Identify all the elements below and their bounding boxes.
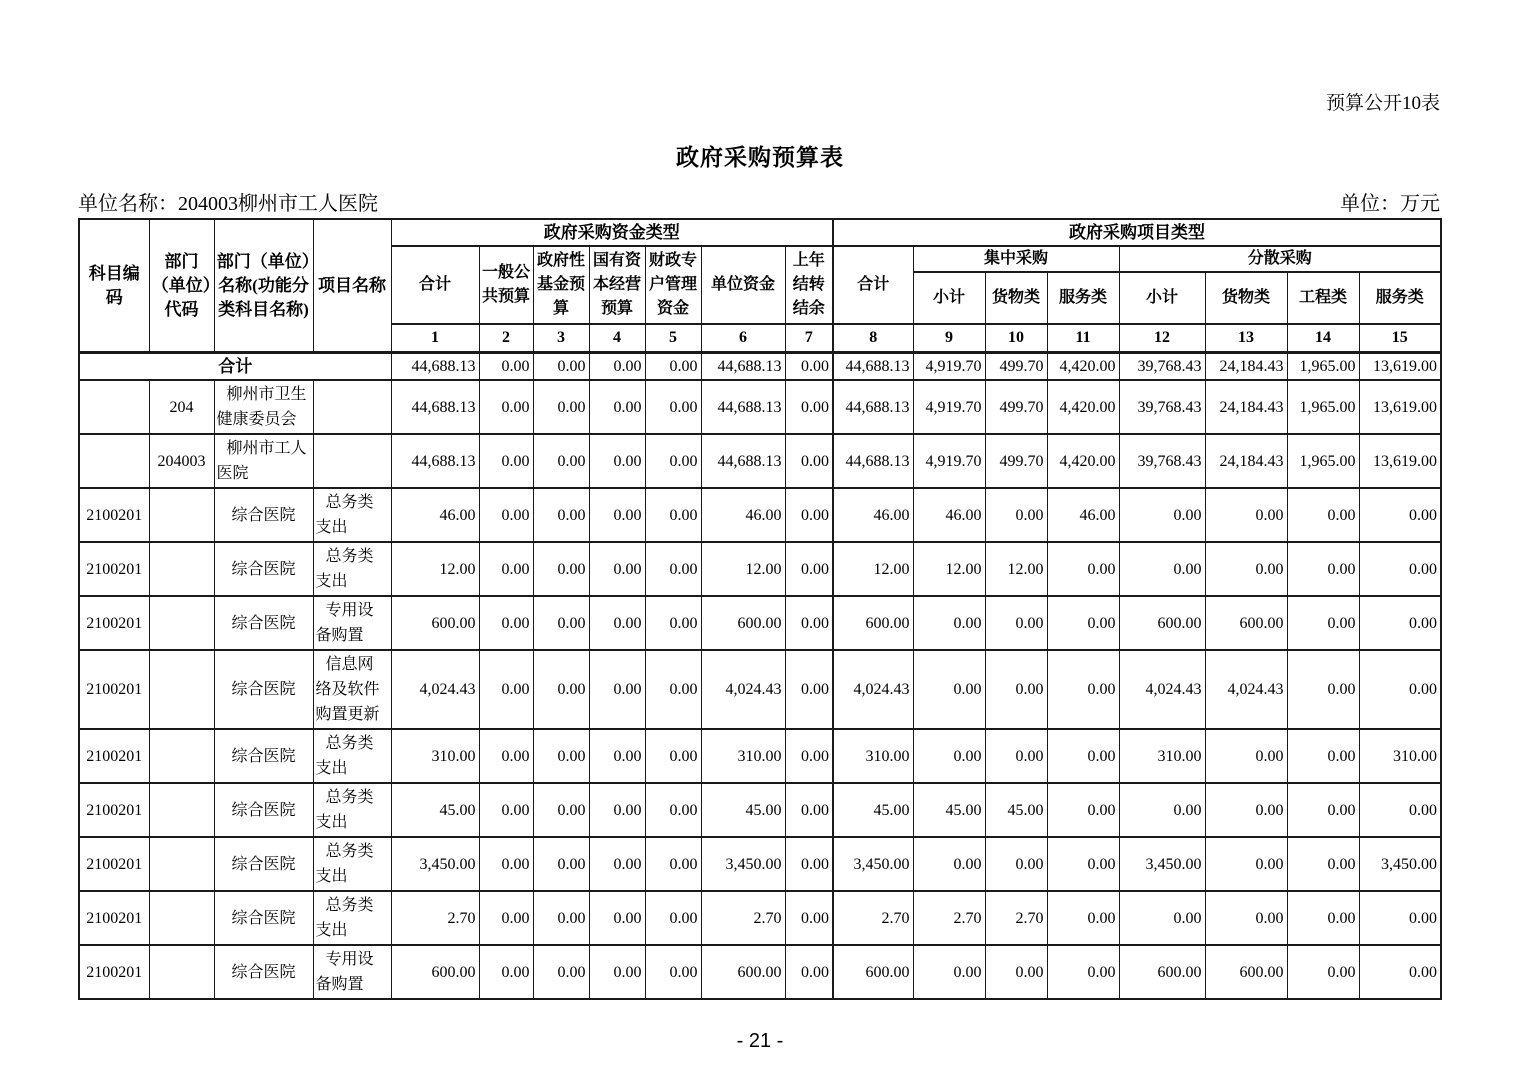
header-centralized-services: 服务类	[1047, 272, 1119, 324]
column-number: 1	[391, 324, 479, 353]
table-row	[79, 542, 1441, 596]
cell-value: 0.00	[533, 596, 589, 650]
cell-dept-name: 综合医院	[214, 542, 313, 596]
cell-value: 0.00	[1205, 891, 1287, 945]
cell-value: 0.00	[589, 891, 645, 945]
cell-value: 0.00	[533, 542, 589, 596]
cell-value: 0.00	[1287, 783, 1359, 837]
column-number: 15	[1359, 324, 1441, 353]
cell-value: 3,450.00	[1359, 837, 1441, 891]
cell-value: 0.00	[589, 353, 645, 381]
cell-value: 0.00	[1205, 488, 1287, 542]
cell-value: 0.00	[479, 729, 533, 783]
cell-subject-code: 2100201	[79, 596, 149, 650]
cell-value: 0.00	[1287, 729, 1359, 783]
cell-value: 0.00	[785, 837, 833, 891]
cell-value: 0.00	[1359, 945, 1441, 999]
cell-value: 0.00	[645, 945, 701, 999]
table-row	[79, 891, 1441, 945]
cell-value: 0.00	[533, 380, 589, 434]
header-centralized-goods: 货物类	[985, 272, 1047, 324]
cell-value: 4,024.43	[391, 650, 479, 729]
cell-value: 0.00	[913, 596, 985, 650]
column-number: 9	[913, 324, 985, 353]
cell-value: 0.00	[1047, 596, 1119, 650]
cell-value: 24,184.43	[1205, 434, 1287, 488]
cell-value: 4,420.00	[1047, 434, 1119, 488]
column-number: 3	[533, 324, 589, 353]
cell-value: 12.00	[985, 542, 1047, 596]
cell-value: 4,919.70	[913, 353, 985, 381]
cell-value: 0.00	[1359, 783, 1441, 837]
cell-value: 0.00	[645, 891, 701, 945]
table-row	[79, 945, 1441, 999]
cell-value: 3,450.00	[833, 837, 913, 891]
cell-value: 600.00	[391, 945, 479, 999]
cell-project-name: 总务类支出	[313, 837, 391, 891]
cell-dept-code	[149, 837, 214, 891]
cell-dept-name: 柳州市卫生健康委员会	[214, 380, 313, 434]
cell-value: 3,450.00	[391, 837, 479, 891]
cell-value: 4,919.70	[913, 380, 985, 434]
cell-value: 44,688.13	[701, 380, 785, 434]
header-unit-funds: 单位资金	[701, 246, 785, 324]
cell-value: 0.00	[1359, 542, 1441, 596]
cell-value: 0.00	[479, 945, 533, 999]
cell-value: 0.00	[645, 542, 701, 596]
cell-dept-name: 柳州市工人医院	[214, 434, 313, 488]
cell-value: 499.70	[985, 353, 1047, 381]
header-dept-name: 部门（单位）名称(功能分类科目名称)	[214, 219, 313, 353]
header-group-project-type: 政府采购项目类型	[833, 219, 1441, 246]
cell-value: 44,688.13	[391, 353, 479, 381]
header-govt-fund-budget: 政府性基金预算	[533, 246, 589, 324]
cell-value: 0.00	[589, 596, 645, 650]
cell-project-name: 总务类支出	[313, 542, 391, 596]
header-carryover: 上年结转结余	[785, 246, 833, 324]
cell-value: 0.00	[645, 380, 701, 434]
cell-value: 2.70	[391, 891, 479, 945]
cell-project-name	[313, 380, 391, 434]
cell-value: 0.00	[1047, 783, 1119, 837]
cell-value: 45.00	[391, 783, 479, 837]
cell-value: 0.00	[913, 945, 985, 999]
cell-dept-name: 综合医院	[214, 891, 313, 945]
cell-value: 4,024.43	[1205, 650, 1287, 729]
cell-value: 0.00	[785, 488, 833, 542]
unit-name-label: 单位名称：204003柳州市工人医院	[78, 193, 378, 215]
cell-project-name: 总务类支出	[313, 891, 391, 945]
cell-value: 0.00	[479, 353, 533, 381]
cell-value: 0.00	[479, 434, 533, 488]
cell-project-name: 专用设备购置	[313, 596, 391, 650]
cell-value: 310.00	[391, 729, 479, 783]
cell-value: 45.00	[701, 783, 785, 837]
header-fund-total: 合计	[391, 246, 479, 324]
cell-value: 0.00	[589, 488, 645, 542]
cell-value: 0.00	[1047, 729, 1119, 783]
cell-value: 44,688.13	[701, 434, 785, 488]
column-number: 10	[985, 324, 1047, 353]
cell-dept-code	[149, 596, 214, 650]
cell-value: 0.00	[589, 542, 645, 596]
cell-value: 310.00	[1359, 729, 1441, 783]
column-number: 7	[785, 324, 833, 353]
table-body	[79, 353, 1441, 1000]
column-number: 2	[479, 324, 533, 353]
cell-value: 0.00	[1047, 945, 1119, 999]
cell-subject-code: 2100201	[79, 891, 149, 945]
cell-value: 0.00	[479, 891, 533, 945]
cell-value: 0.00	[645, 488, 701, 542]
cell-dept-code	[149, 945, 214, 999]
header-group-decentralized: 分散采购	[1119, 246, 1441, 272]
cell-dept-code	[149, 891, 214, 945]
header-centralized-subtotal: 小计	[913, 272, 985, 324]
cell-dept-name: 综合医院	[214, 945, 313, 999]
cell-value: 0.00	[985, 650, 1047, 729]
table-row-total	[79, 353, 1441, 381]
cell-value: 2.70	[701, 891, 785, 945]
cell-value: 600.00	[1119, 596, 1205, 650]
cell-subject-code	[79, 380, 149, 434]
cell-value: 0.00	[533, 650, 589, 729]
cell-value: 0.00	[1287, 891, 1359, 945]
cell-value: 0.00	[645, 353, 701, 381]
column-number: 13	[1205, 324, 1287, 353]
cell-value: 0.00	[479, 542, 533, 596]
cell-subject-code: 2100201	[79, 542, 149, 596]
cell-value: 0.00	[785, 380, 833, 434]
cell-project-name: 信息网络及软件购置更新	[313, 650, 391, 729]
cell-value: 0.00	[985, 945, 1047, 999]
cell-value: 310.00	[701, 729, 785, 783]
cell-value: 0.00	[1119, 783, 1205, 837]
header-decentralized-services: 服务类	[1359, 272, 1441, 324]
unit-info-row	[78, 187, 1440, 216]
cell-subject-code: 2100201	[79, 837, 149, 891]
cell-value: 1,965.00	[1287, 353, 1359, 381]
cell-value: 600.00	[1205, 596, 1287, 650]
cell-project-name: 总务类支出	[313, 488, 391, 542]
cell-value: 600.00	[391, 596, 479, 650]
cell-project-name: 总务类支出	[313, 729, 391, 783]
cell-value: 0.00	[533, 434, 589, 488]
cell-project-name: 总务类支出	[313, 783, 391, 837]
cell-value: 13,619.00	[1359, 353, 1441, 381]
cell-value: 310.00	[1119, 729, 1205, 783]
cell-value: 4,420.00	[1047, 380, 1119, 434]
cell-value: 0.00	[1287, 650, 1359, 729]
header-fiscal-account-funds: 财政专户管理资金	[645, 246, 701, 324]
table-row	[79, 783, 1441, 837]
header-project-total: 合计	[833, 246, 913, 324]
cell-value: 0.00	[645, 650, 701, 729]
cell-value: 0.00	[589, 729, 645, 783]
table-row	[79, 488, 1441, 542]
column-number: 14	[1287, 324, 1359, 353]
cell-value: 0.00	[913, 837, 985, 891]
cell-value: 0.00	[479, 380, 533, 434]
table-row	[79, 729, 1441, 783]
cell-dept-code: 204	[149, 380, 214, 434]
cell-value: 0.00	[785, 783, 833, 837]
cell-value: 0.00	[589, 650, 645, 729]
header-subject-code: 科目编码	[79, 219, 149, 353]
cell-value: 600.00	[833, 596, 913, 650]
cell-value: 4,024.43	[833, 650, 913, 729]
cell-value: 0.00	[1047, 837, 1119, 891]
cell-value: 39,768.43	[1119, 353, 1205, 381]
cell-value: 0.00	[645, 837, 701, 891]
header-decentralized-works: 工程类	[1287, 272, 1359, 324]
cell-dept-code	[149, 729, 214, 783]
cell-value: 3,450.00	[1119, 837, 1205, 891]
cell-value: 600.00	[833, 945, 913, 999]
cell-value: 2.70	[985, 891, 1047, 945]
cell-dept-code	[149, 650, 214, 729]
cell-value: 46.00	[913, 488, 985, 542]
cell-value: 0.00	[645, 434, 701, 488]
cell-value: 45.00	[985, 783, 1047, 837]
cell-value: 3,450.00	[701, 837, 785, 891]
cell-value: 4,420.00	[1047, 353, 1119, 381]
table-row	[79, 596, 1441, 650]
cell-value: 0.00	[1119, 542, 1205, 596]
table-header	[79, 219, 1441, 353]
cell-value: 0.00	[645, 729, 701, 783]
cell-value: 0.00	[1047, 542, 1119, 596]
cell-value: 0.00	[589, 945, 645, 999]
cell-value: 24,184.43	[1205, 380, 1287, 434]
header-decentralized-subtotal: 小计	[1119, 272, 1205, 324]
cell-value: 600.00	[701, 596, 785, 650]
cell-value: 0.00	[1287, 596, 1359, 650]
cell-value: 600.00	[1205, 945, 1287, 999]
cell-value: 44,688.13	[391, 380, 479, 434]
cell-value: 44,688.13	[833, 380, 913, 434]
cell-value: 0.00	[533, 837, 589, 891]
cell-value: 0.00	[589, 783, 645, 837]
unit-measure-label: 单位：万元	[1340, 193, 1440, 215]
cell-value: 0.00	[785, 542, 833, 596]
cell-value: 4,024.43	[1119, 650, 1205, 729]
cell-dept-code	[149, 783, 214, 837]
cell-value: 0.00	[1205, 837, 1287, 891]
cell-subject-code: 2100201	[79, 488, 149, 542]
cell-value: 13,619.00	[1359, 380, 1441, 434]
cell-value: 12.00	[701, 542, 785, 596]
cell-dept-name: 综合医院	[214, 729, 313, 783]
page-title: 政府采购预算表	[676, 145, 844, 170]
header-state-capital-budget: 国有资本经营预算	[589, 246, 645, 324]
cell-dept-name: 综合医院	[214, 488, 313, 542]
cell-value: 0.00	[533, 783, 589, 837]
cell-value: 600.00	[1119, 945, 1205, 999]
cell-value: 499.70	[985, 434, 1047, 488]
cell-value: 499.70	[985, 380, 1047, 434]
cell-value: 44,688.13	[391, 434, 479, 488]
cell-value: 0.00	[1047, 650, 1119, 729]
cell-value: 600.00	[701, 945, 785, 999]
form-number-label: 预算公开10表	[1325, 93, 1440, 114]
cell-value: 13,619.00	[1359, 434, 1441, 488]
cell-value: 0.00	[785, 353, 833, 381]
header-dept-code: 部门（单位）代码	[149, 219, 214, 353]
cell-dept-code	[149, 488, 214, 542]
cell-value: 0.00	[479, 488, 533, 542]
cell-value: 0.00	[1119, 891, 1205, 945]
cell-value: 2.70	[913, 891, 985, 945]
cell-dept-name: 综合医院	[214, 783, 313, 837]
header-project-name: 项目名称	[313, 219, 391, 353]
cell-value: 1,965.00	[1287, 434, 1359, 488]
header-decentralized-goods: 货物类	[1205, 272, 1287, 324]
column-number: 6	[701, 324, 785, 353]
cell-value: 0.00	[1205, 783, 1287, 837]
cell-value: 12.00	[833, 542, 913, 596]
cell-value: 44,688.13	[833, 434, 913, 488]
cell-value: 46.00	[1047, 488, 1119, 542]
cell-value: 0.00	[645, 596, 701, 650]
cell-value: 0.00	[589, 380, 645, 434]
cell-value: 46.00	[833, 488, 913, 542]
cell-value: 12.00	[391, 542, 479, 596]
cell-value: 0.00	[785, 650, 833, 729]
cell-value: 0.00	[533, 488, 589, 542]
cell-value: 0.00	[985, 837, 1047, 891]
cell-value: 0.00	[785, 596, 833, 650]
cell-value: 0.00	[1205, 542, 1287, 596]
cell-value: 4,919.70	[913, 434, 985, 488]
cell-value: 0.00	[533, 945, 589, 999]
cell-dept-code: 204003	[149, 434, 214, 488]
header-group-centralized: 集中采购	[913, 246, 1119, 272]
cell-value: 0.00	[1287, 542, 1359, 596]
cell-value: 0.00	[1047, 891, 1119, 945]
cell-value: 39,768.43	[1119, 434, 1205, 488]
cell-value: 0.00	[533, 729, 589, 783]
cell-value: 0.00	[1359, 488, 1441, 542]
cell-dept-code	[149, 542, 214, 596]
cell-value: 0.00	[913, 650, 985, 729]
table-row	[79, 434, 1441, 488]
cell-total-label: 合计	[79, 353, 391, 381]
column-number: 5	[645, 324, 701, 353]
table-row	[79, 837, 1441, 891]
cell-value: 310.00	[833, 729, 913, 783]
cell-dept-name: 综合医院	[214, 596, 313, 650]
cell-value: 0.00	[985, 488, 1047, 542]
procurement-budget-table	[78, 218, 1442, 1000]
cell-subject-code: 2100201	[79, 650, 149, 729]
header-row-groups	[79, 219, 1441, 246]
cell-value: 0.00	[1287, 945, 1359, 999]
cell-value: 0.00	[479, 837, 533, 891]
cell-value: 46.00	[701, 488, 785, 542]
cell-value: 0.00	[785, 945, 833, 999]
cell-value: 0.00	[1205, 729, 1287, 783]
cell-value: 0.00	[913, 729, 985, 783]
table-row	[79, 650, 1441, 729]
cell-value: 39,768.43	[1119, 380, 1205, 434]
cell-value: 0.00	[479, 596, 533, 650]
column-number: 8	[833, 324, 913, 353]
cell-value: 0.00	[1287, 488, 1359, 542]
cell-dept-name: 综合医院	[214, 837, 313, 891]
cell-value: 0.00	[533, 353, 589, 381]
cell-value: 0.00	[479, 650, 533, 729]
cell-value: 0.00	[1359, 596, 1441, 650]
cell-value: 0.00	[1119, 488, 1205, 542]
cell-value: 0.00	[985, 729, 1047, 783]
cell-project-name	[313, 434, 391, 488]
cell-value: 45.00	[833, 783, 913, 837]
cell-subject-code: 2100201	[79, 729, 149, 783]
cell-value: 0.00	[589, 837, 645, 891]
cell-value: 45.00	[913, 783, 985, 837]
cell-value: 0.00	[589, 434, 645, 488]
cell-subject-code: 2100201	[79, 783, 149, 837]
cell-subject-code: 2100201	[79, 945, 149, 999]
column-number: 12	[1119, 324, 1205, 353]
cell-value: 0.00	[533, 891, 589, 945]
table-row	[79, 380, 1441, 434]
cell-dept-name: 综合医院	[214, 650, 313, 729]
cell-value: 0.00	[785, 434, 833, 488]
cell-value: 4,024.43	[701, 650, 785, 729]
cell-value: 0.00	[479, 783, 533, 837]
cell-value: 12.00	[913, 542, 985, 596]
column-number: 4	[589, 324, 645, 353]
cell-value: 2.70	[833, 891, 913, 945]
cell-subject-code	[79, 434, 149, 488]
header-general-public-budget: 一般公共预算	[479, 246, 533, 324]
cell-value: 0.00	[785, 729, 833, 783]
page-number: - 21 -	[736, 1030, 784, 1052]
column-number: 11	[1047, 324, 1119, 353]
cell-value: 46.00	[391, 488, 479, 542]
cell-value: 44,688.13	[701, 353, 785, 381]
cell-value: 0.00	[1359, 891, 1441, 945]
cell-value: 44,688.13	[833, 353, 913, 381]
cell-project-name: 专用设备购置	[313, 945, 391, 999]
cell-value: 24,184.43	[1205, 353, 1287, 381]
cell-value: 0.00	[985, 596, 1047, 650]
cell-value: 1,965.00	[1287, 380, 1359, 434]
cell-value: 0.00	[1359, 650, 1441, 729]
cell-value: 0.00	[645, 783, 701, 837]
header-group-fund-type: 政府采购资金类型	[391, 219, 833, 246]
cell-value: 0.00	[1287, 837, 1359, 891]
cell-value: 0.00	[785, 891, 833, 945]
